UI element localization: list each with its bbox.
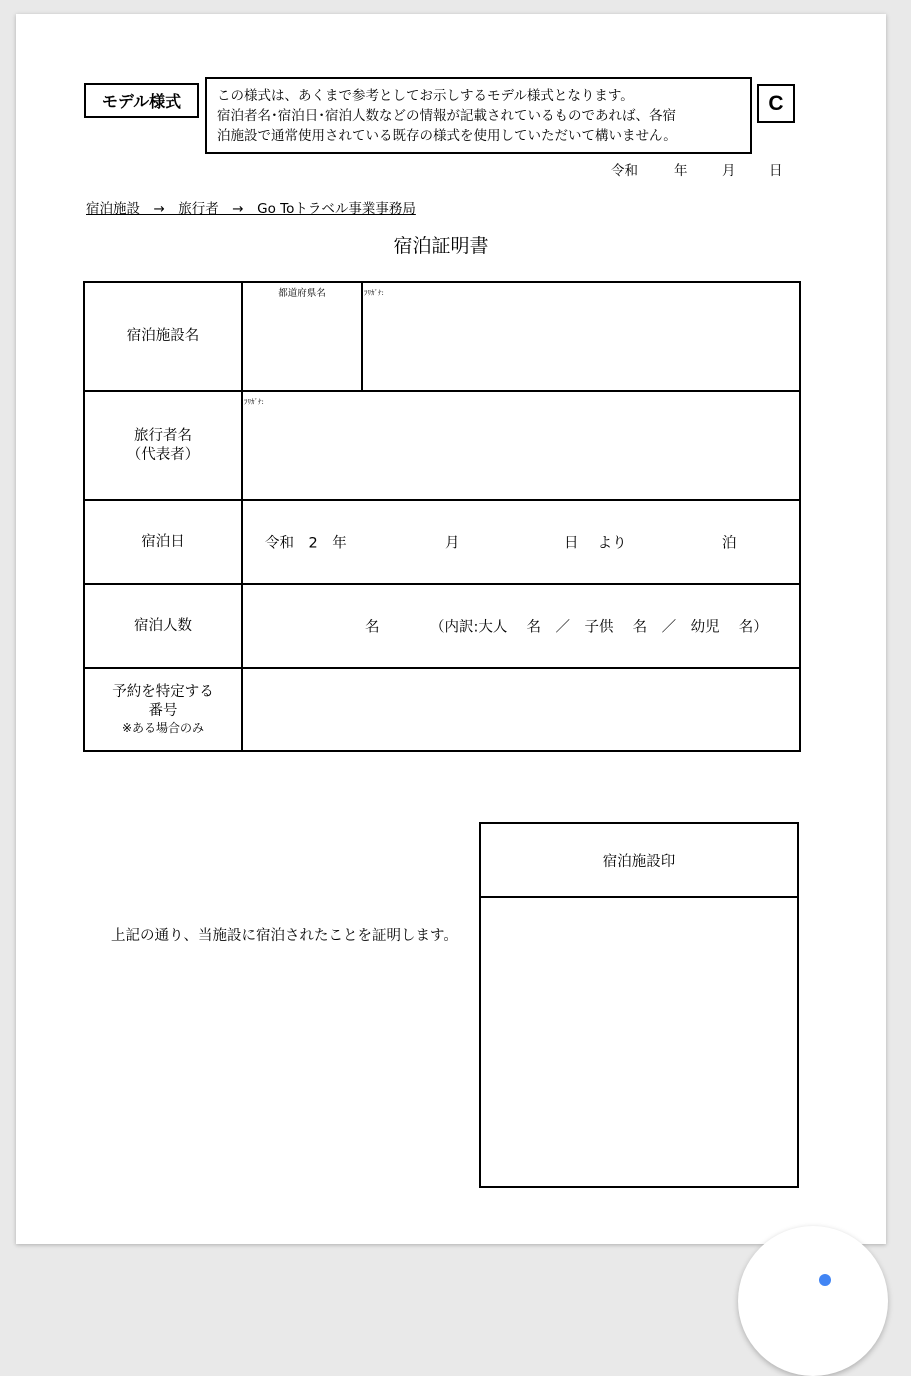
reservation-label-line: 番号 [148,703,178,719]
facility-name-label-text: 宿泊施設名 [126,328,200,344]
date-month: 月 [722,163,736,179]
facility-furigana-label: ﾌﾘｶﾞﾅ: [364,289,384,297]
facility-stamp-box [479,822,799,1188]
traveler-name-label [84,391,242,500]
stay-date-day-from: 日 より [564,535,627,552]
traveler-name-label-line: （代表者） [126,446,200,463]
guest-count-label-text: 宿泊人数 [134,617,192,634]
date-era: 令和 [611,163,638,179]
date-year: 年 [674,163,688,179]
certificate-form-table [83,281,801,752]
table-row [84,668,800,751]
guest-count-label [84,584,242,668]
stay-date-field[interactable] [242,500,800,584]
stay-date-label-text: 宿泊日 [141,533,185,550]
stay-date-label [84,500,242,584]
guest-breakdown: （内訳:大人 名 ／ 子供 名 ／ 幼児 名） [430,619,768,636]
reservation-note: ※ある場合のみ [121,721,205,735]
notice-line: この様式は、あくまで参考としてお示しするモデル様式となります。 [217,88,634,104]
guest-count-field[interactable] [242,584,800,668]
facility-name-label [84,282,242,391]
stay-date-era-year: 令和 2 年 [265,535,347,552]
facility-name-field[interactable] [362,282,800,391]
document-flow: 宿泊施設 → 旅行者 → Go Toトラベル事業事務局 [86,201,416,217]
form-type-badge: C [757,84,795,123]
floating-action-button[interactable] [738,1226,888,1376]
stay-date-nights: 泊 [722,535,737,552]
model-form-label: モデル様式 [84,83,199,118]
traveler-furigana-label: ﾌﾘｶﾞﾅ: [244,398,264,406]
notice-box [205,77,752,154]
facility-stamp-area[interactable] [481,898,797,1188]
document-page [16,14,886,1244]
table-row [84,500,800,584]
stay-date-month: 月 [445,535,460,552]
reservation-number-field[interactable] [242,668,800,751]
table-row [84,391,800,500]
reservation-number-label [84,668,242,751]
date-day: 日 [769,163,783,179]
notice-line: 宿泊者名･宿泊日･宿泊人数などの情報が記載されているものであれば、各宿 [217,108,676,124]
document-title: 宿泊証明書 [393,235,489,257]
table-row [84,282,800,391]
guest-count-unit: 名 [365,619,380,636]
notice-line: 泊施設で通常使用されている既存の様式を使用していただいて構いません。 [217,128,677,144]
prefecture-label: 都道府県名 [278,288,326,299]
facility-stamp-label: 宿泊施設印 [481,824,797,898]
fab-dot-icon [819,1274,831,1286]
prefecture-field[interactable] [242,282,362,391]
certification-statement: 上記の通り、当施設に宿泊されたことを証明します。 [111,928,458,944]
traveler-name-field[interactable] [242,391,800,500]
reservation-label-line: 予約を特定する [112,684,214,700]
traveler-name-label-line: 旅行者名 [134,427,192,444]
table-row [84,584,800,668]
